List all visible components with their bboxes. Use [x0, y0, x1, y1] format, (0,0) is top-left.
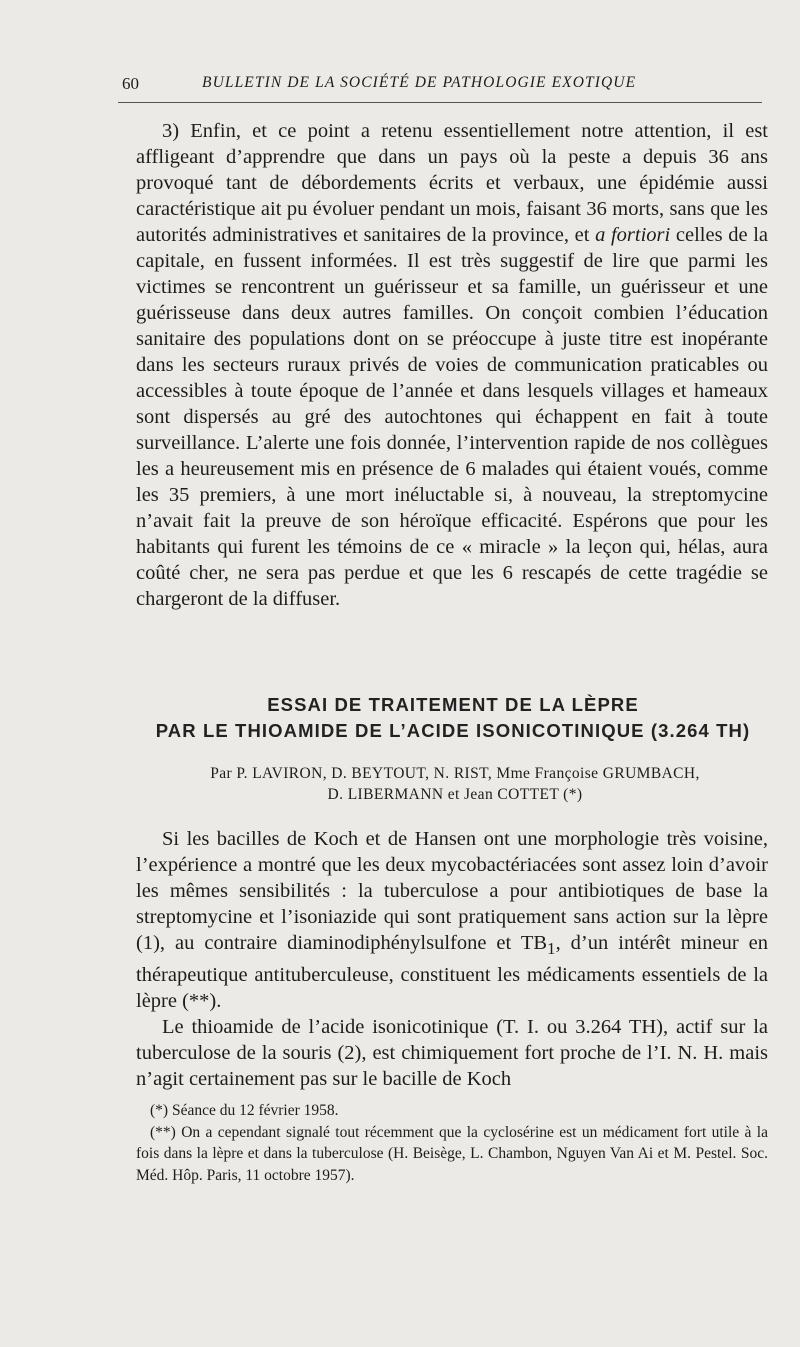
- running-title: BULLETIN DE LA SOCIÉTÉ DE PATHOLOGIE EXOTIQUE: [202, 74, 637, 91]
- article-p1-text: Si les bacilles de Koch et de Hansen ont une morphologie très voisine, l’expérience a montré que les deux mycobactériacées sont assez loin d’avoir les mêmes sensibilités : la tuberculose a pour antibiotiques de base la streptomycine et l’isoniazide qui sont pratiquement sans action sur la lèpre (1), au contraire diaminodiphénylsulfone et TB: [136, 828, 768, 954]
- intro-emphasis: a fortiori: [595, 224, 671, 246]
- page-number: 60: [122, 74, 139, 93]
- article-body: [136, 826, 768, 1092]
- intro-section: [136, 118, 768, 612]
- intro-paragraph: [136, 118, 768, 612]
- article-p1-text-end: , d’un intérêt mineur en thérapeutique antituberculeuse, constituent les médicaments essentiels de la lèpre (**).: [136, 932, 768, 1013]
- page-header: [120, 74, 760, 102]
- intro-text-1: 3) Enfin, et ce point a retenu essentiellement notre attention, il est affligeant d’apprendre que dans un pays où la peste a depuis 36 ans provoqué tant de débordements écrits et verbaux, une épidémie aussi caractéristique ait pu évoluer pendant un mois, faisant 36 morts, sans que les autorités administratives et sanitaires de la province, et: [136, 120, 768, 246]
- article-title-line-1: ESSAI DE TRAITEMENT DE LA LÈPRE: [267, 694, 639, 715]
- footnote-2: (**) On a cependant signalé tout récemment que la cyclosérine est un médicament fort utile à la fois dans la lèpre et dans la tuberculose (H. Beisège, L. Chambon, Nguyen Van Ai et M. Pestel. Soc. Méd. Hôp. Paris, 11 octobre 1957).: [136, 1123, 768, 1184]
- article-p1-subscript: 1: [547, 939, 556, 959]
- authors-line-1: Par P. LAVIRON, D. BEYTOUT, N. RIST, Mme Françoise GRUMBACH,: [210, 765, 700, 782]
- article-paragraph-2: Le thioamide de l’acide isonicotinique (T. I. ou 3.264 TH), actif sur la tuberculose de la souris (2), est chimiquement fort proche de l’I. N. H. mais n’agit certainement pas sur le bacille de Koch: [136, 1016, 768, 1091]
- article-title-line-2: PAR LE THIOAMIDE DE L’ACIDE ISONICOTINIQUE (3.264 TH): [155, 720, 751, 741]
- article-paragraph-1: [136, 826, 768, 1014]
- intro-text-2: celles de la capitale, en fussent informées. Il est très suggestif de lire que parmi les victimes se rencontrent un guérisseur et sa famille, un guérisseur et une guérisseuse dans deux autres familles. On conçoit combien l’éducation sanitaire des populations dont on se préoccupe à juste titre est inopérante dans les secteurs ruraux privés de voies de communication praticables ou accessibles à toute époque de l’année et dans lesquels villages et hameaux sont dispersés au gré des autochtones qui échappent en fait à toute surveillance. L’alerte une fois donnée, l’intervention rapide de nos collègues les a heureusement mis en présence de 6 malades qui étaient voués, comme les 35 premiers, à une mort inéluctable si, à nouveau, la streptomycine n’avait fait la preuve de son héroïque efficacité. Espérons que pour les habitants qui furent les témoins de ce « miracle » la leçon qui, hélas, aura coûté cher, ne sera pas perdue et que les 6 rescapés de cette tragédie se chargeront de la diffuser.: [136, 224, 769, 610]
- footnote-1: (*) Séance du 12 février 1958.: [150, 1102, 339, 1119]
- header-rule: [118, 102, 762, 103]
- footnotes: [136, 1100, 768, 1186]
- authors-line-2: D. LIBERMANN et Jean COTTET (*): [327, 786, 583, 803]
